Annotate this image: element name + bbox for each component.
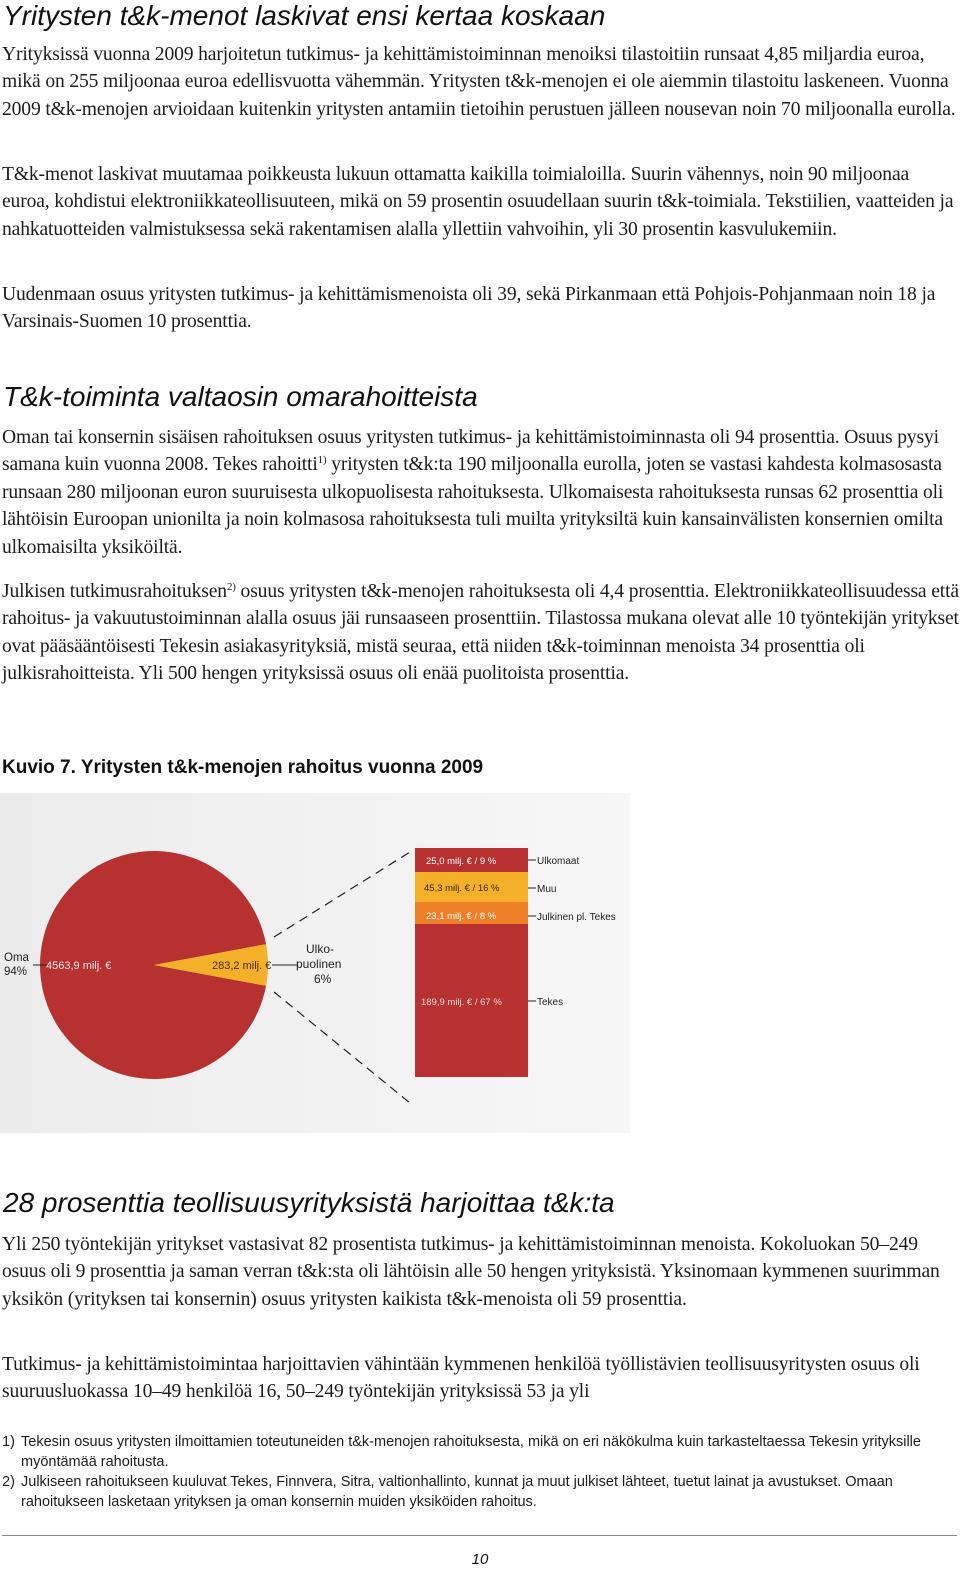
category-label-tekes: Tekes: [537, 997, 564, 1008]
paragraph-4: [2, 424, 960, 561]
bar-label-muu: 45,3 milj. € / 16 %: [424, 883, 500, 894]
paragraph-4-part-b: yritysten t&k:ta 190 miljoonalla eurolla, joten se vastasi kahdesta kolmasosasta runsaan 280 miljoonan euron suuruisesta ulkopuolisesta rahoituksesta. Ulkomaisesta rahoituksesta runsas 62 prosenttia oli lähtöisin Euroopan unionilta ja noin kolmasosa rahoituksesta tuli muilta yrityksiltä kuin kansainvälisten konsernien omilta ulkomaisilta yksiköiltä.: [2, 454, 944, 558]
label-ulkopuolinen: Ulko-: [306, 942, 335, 956]
footnote-1: [2, 1432, 960, 1472]
category-label-ulkomaat: Ulkomaat: [537, 856, 580, 867]
footnote-2-text: Julkiseen rahoitukseen kuuluvat Tekes, Finnvera, Sitra, valtionhallinto, kunnat ja muut julkiset lähteet, tuetut lainat ja avustukset. Omaan rahoitukseen lasketaan yrityksen ja oman konsernin muiden yksiköiden rahoitus.: [21, 1474, 893, 1510]
footnote-1-number: 1): [2, 1434, 15, 1450]
label-ulkopuolinen-2: puolinen: [296, 957, 342, 971]
section-title-2: T&k-toiminta valtaosin omarahoitteista: [3, 381, 478, 412]
category-label-muu: Muu: [537, 884, 557, 895]
footnote-2: [2, 1472, 960, 1512]
label-oma-percent: 94%: [4, 966, 28, 978]
paragraph-3: Uudenmaan osuus yritysten tutkimus- ja kehittämismenoista oli 39, sekä Pirkanmaan että Pohjois-Pohjanmaan noin 18 ja Varsinais-Suomen 10 prosenttia.: [2, 284, 936, 333]
bar-label-ulkomaat: 25,0 milj. € / 9 %: [426, 856, 497, 867]
section-title-1: Yritysten t&k-menot laskivat ensi kertaa koskaan: [3, 0, 606, 31]
label-ulkopuolinen-percent: 6%: [314, 972, 332, 986]
section-title-3: 28 prosenttia teollisuusyrityksistä harjoittaa t&k:ta: [3, 1187, 615, 1218]
paragraph-7: Tutkimus- ja kehittämistoimintaa harjoittavien vähintään kymmenen henkilöä työllistävien teollisuusyritysten osuus oli suuruusluokassa 10–49 henkilöä 16, 50–249 työntekijän yrityksissä 53 ja yli: [2, 1354, 920, 1403]
bar-label-tekes: 189,9 milj. € / 67 %: [421, 997, 502, 1008]
paragraph-1: Yrityksissä vuonna 2009 harjoitetun tutkimus- ja kehittämistoiminnan menoiksi tilastoitiin runsaat 4,85 miljardia euroa, mikä on 255 miljoonaa euroa edellisvuotta vähemmän. Yritysten t&k-menojen ei ole aiemmin tilastoitu laskeneen. Vuonna 2009 t&k-menojen arvioidaan kuitenkin yritysten antamiin tietoihin perustuen jälleen nousevan noin 70 miljoonalla eurolla.: [2, 44, 956, 120]
footer-rule: [2, 1535, 957, 1536]
figure-caption: Kuvio 7. Yritysten t&k-menojen rahoitus vuonna 2009: [2, 757, 484, 778]
label-oma: Oma: [4, 952, 29, 964]
paragraph-4-part-a: Oman tai konsernin sisäisen rahoituksen osuus yritysten tutkimus- ja kehittämistoiminnasta oli 94 prosenttia. Osuus pysyi samana kuin vuonna 2008. Tekes rahoitti: [2, 427, 939, 476]
footnote-ref-1: 1): [317, 454, 327, 467]
bar-label-julkinen: 23,1 milj. € / 8 %: [426, 911, 497, 922]
footnote-ref-2: 2): [226, 581, 236, 593]
page-number: 10: [471, 1551, 489, 1568]
footnote-2-number: 2): [2, 1474, 15, 1490]
paragraph-5-part-b: osuus yritysten t&k-menojen rahoituksesta oli 4,4 prosenttia. Elektroniikkateollisuudessa että rahoitus- ja vakuutustoiminnan alalla osuus jäi runsaaseen prosenttiin. Tilastossa mukana olevat alle 10 työntekijän yritykset ovat pääsääntöisesti Tekesin asiakasyrityksiä, mistä seuraa, että niiden t&k-toiminnan menoista 34 prosenttia oli julkisrahoitteista. Yli 500 hengen yrityksissä osuus oli enää puolitoista prosenttia.: [2, 581, 959, 685]
funding-chart: [0, 793, 630, 1133]
paragraph-6: Yli 250 työntekijän yritykset vastasivat 82 prosentista tutkimus- ja kehittämistoiminnan menoista. Kokoluokan 50–249 osuus oli 9 prosenttia ja saman verran t&k:sta oli lähtöisin alle 50 hengen yrityksistä. Yksinomaan kymmenen suurimman yksikön (yrityksen tai konsernin) osuus yritysten kaikista t&k-menoista oli 59 prosenttia.: [2, 1234, 940, 1310]
label-ulkopuolinen-value: 283,2 milj. €: [212, 960, 272, 972]
category-label-julkinen: Julkinen pl. Tekes: [537, 912, 616, 923]
paragraph-5-part-a: Julkisen tutkimusrahoituksen: [2, 581, 227, 602]
paragraph-5: [2, 578, 960, 688]
label-oma-value: 4563,9 milj. €: [46, 960, 112, 972]
footnote-1-text: Tekesin osuus yritysten ilmoittamien toteutuneiden t&k-menojen rahoituksesta, mikä on eri näkökulma kuin tarkasteltaessa Tekesin yrityksille myöntämää rahoitusta.: [21, 1434, 921, 1470]
paragraph-2: T&k-menot laskivat muutamaa poikkeusta lukuun ottamatta kaikilla toimialoilla. Suurin vähennys, noin 90 miljoonaa euroa, kohdistui elektroniikkateollisuuteen, mikä on 59 prosentin osuudellaan suurin t&k-toimiala. Tekstiilien, vaatteiden ja nahkatuotteiden valmistuksessa sekä rakentamisen alalla yllettiin vahvoihin, yli 30 prosentin kasvulukemiin.: [2, 164, 954, 240]
